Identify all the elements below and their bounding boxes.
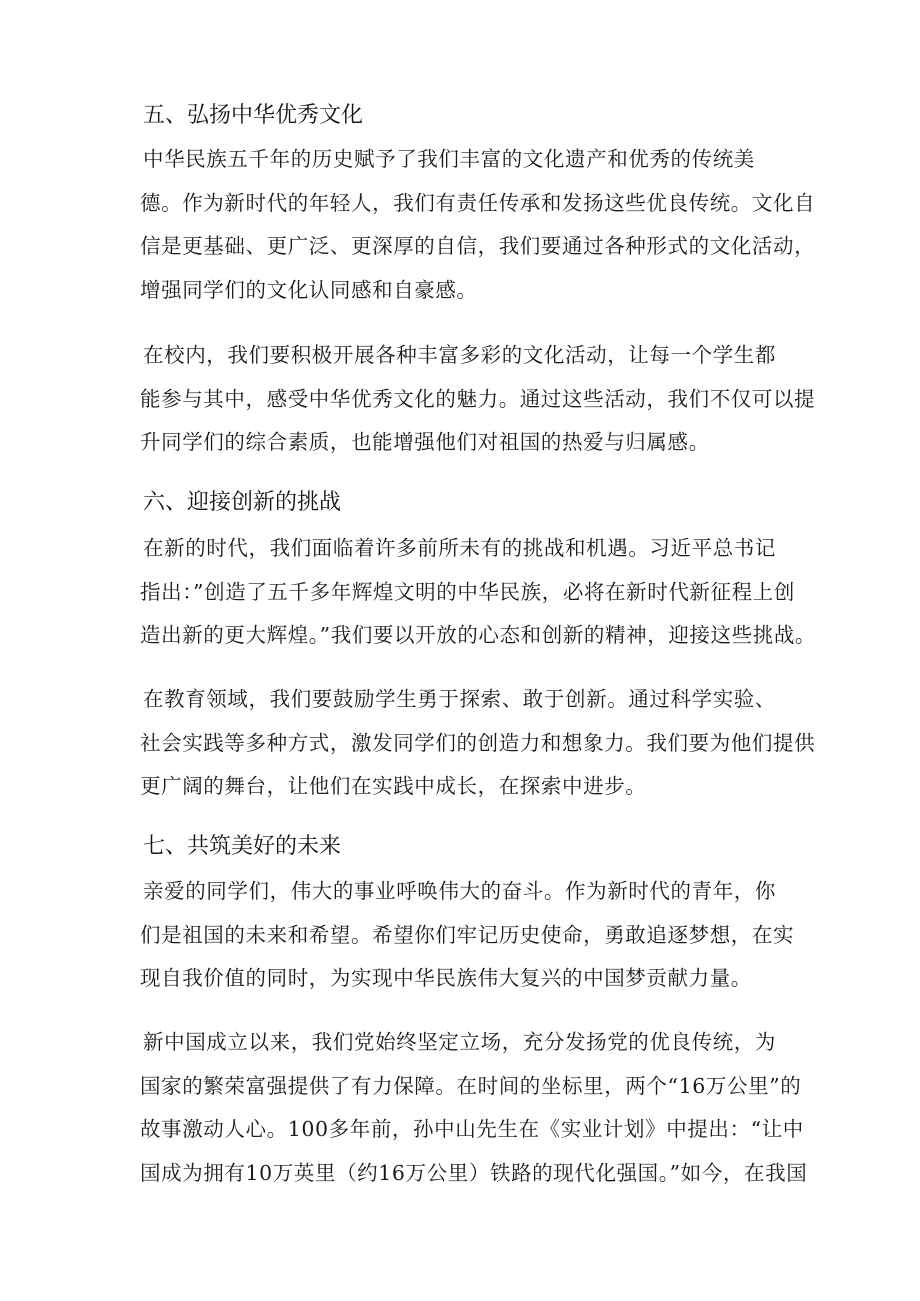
paragraph-line: 增强同学们的文化认同感和自豪感。 [140,277,478,302]
section-heading-7: 七、共筑美好的未来 [143,834,342,859]
paragraph-line: 更广阔的舞台，让他们在实践中成长，在探索中进步。 [140,774,647,798]
paragraph [140,678,833,809]
paragraph-line: 在新的时代，我们面临着许多前所未有的挑战和机遇。习近平总书记 [143,536,776,560]
paragraph-line: 在校内，我们要积极开展各种丰富多彩的文化活动，让每一个学生都 [143,343,776,367]
paragraph [140,138,833,312]
paragraph [140,527,833,658]
paragraph-line: 故事激动人心。100多年前，孙中山先生在《实业计划》中提出：“让中 [140,1117,804,1141]
paragraph-line: 升同学们的综合素质，也能增强他们对祖国的热爱与归属感。 [140,430,710,454]
paragraph-line: 指出：”创造了五千多年辉煌文明的中华民族，必将在新时代新征程上创 [140,579,795,604]
paragraph [140,1021,833,1195]
section-heading-5: 五、弘扬中华优秀文化 [143,103,364,128]
paragraph-line: 新中国成立以来，我们党始终坚定立场，充分发扬党的优良传统，为 [143,1030,776,1054]
paragraph-line: 信是更基础、更广泛、更深厚的自信，我们要通过各种形式的文化活动， [140,234,816,258]
paragraph-line: 造出新的更大辉煌。”我们要以开放的心态和创新的精神，迎接这些挑战。 [140,623,817,647]
section-heading-6: 六、迎接创新的挑战 [143,490,342,515]
paragraph-line: 现自我价值的同时，为实现中华民族伟大复兴的中国梦贡献力量。 [140,966,752,990]
paragraph-line: 在教育领域，我们要鼓励学生勇于探索、敢于创新。通过科学实验、 [143,687,776,711]
paragraph-line: 德。作为新时代的年轻人，我们有责任传承和发扬这些优良传统。文化自 [140,190,816,215]
paragraph-line: 社会实践等多种方式，激发同学们的创造力和想象力。我们要为他们提供 [140,730,816,755]
paragraph-line: 能参与其中，感受中华优秀文化的魅力。通过这些活动，我们不仅可以提 [140,386,816,411]
paragraph-line: 国成为拥有10万英里（约16万公里）铁路的现代化强国。”如今，在我国 [140,1160,808,1185]
paragraph [140,870,833,1001]
paragraph-line: 们是祖国的未来和希望。希望你们牢记历史使命，勇敢追逐梦想，在实 [140,922,795,947]
paragraph [140,334,833,465]
paragraph-line: 亲爱的同学们，伟大的事业呼唤伟大的奋斗。作为新时代的青年，你 [143,879,776,903]
paragraph-line: 中华民族五千年的历史赋予了我们丰富的文化遗产和优秀的传统美 [143,147,755,171]
paragraph-line: 国家的繁荣富强提供了有力保障。在时间的坐标里，两个“16万公里”的 [140,1073,802,1098]
